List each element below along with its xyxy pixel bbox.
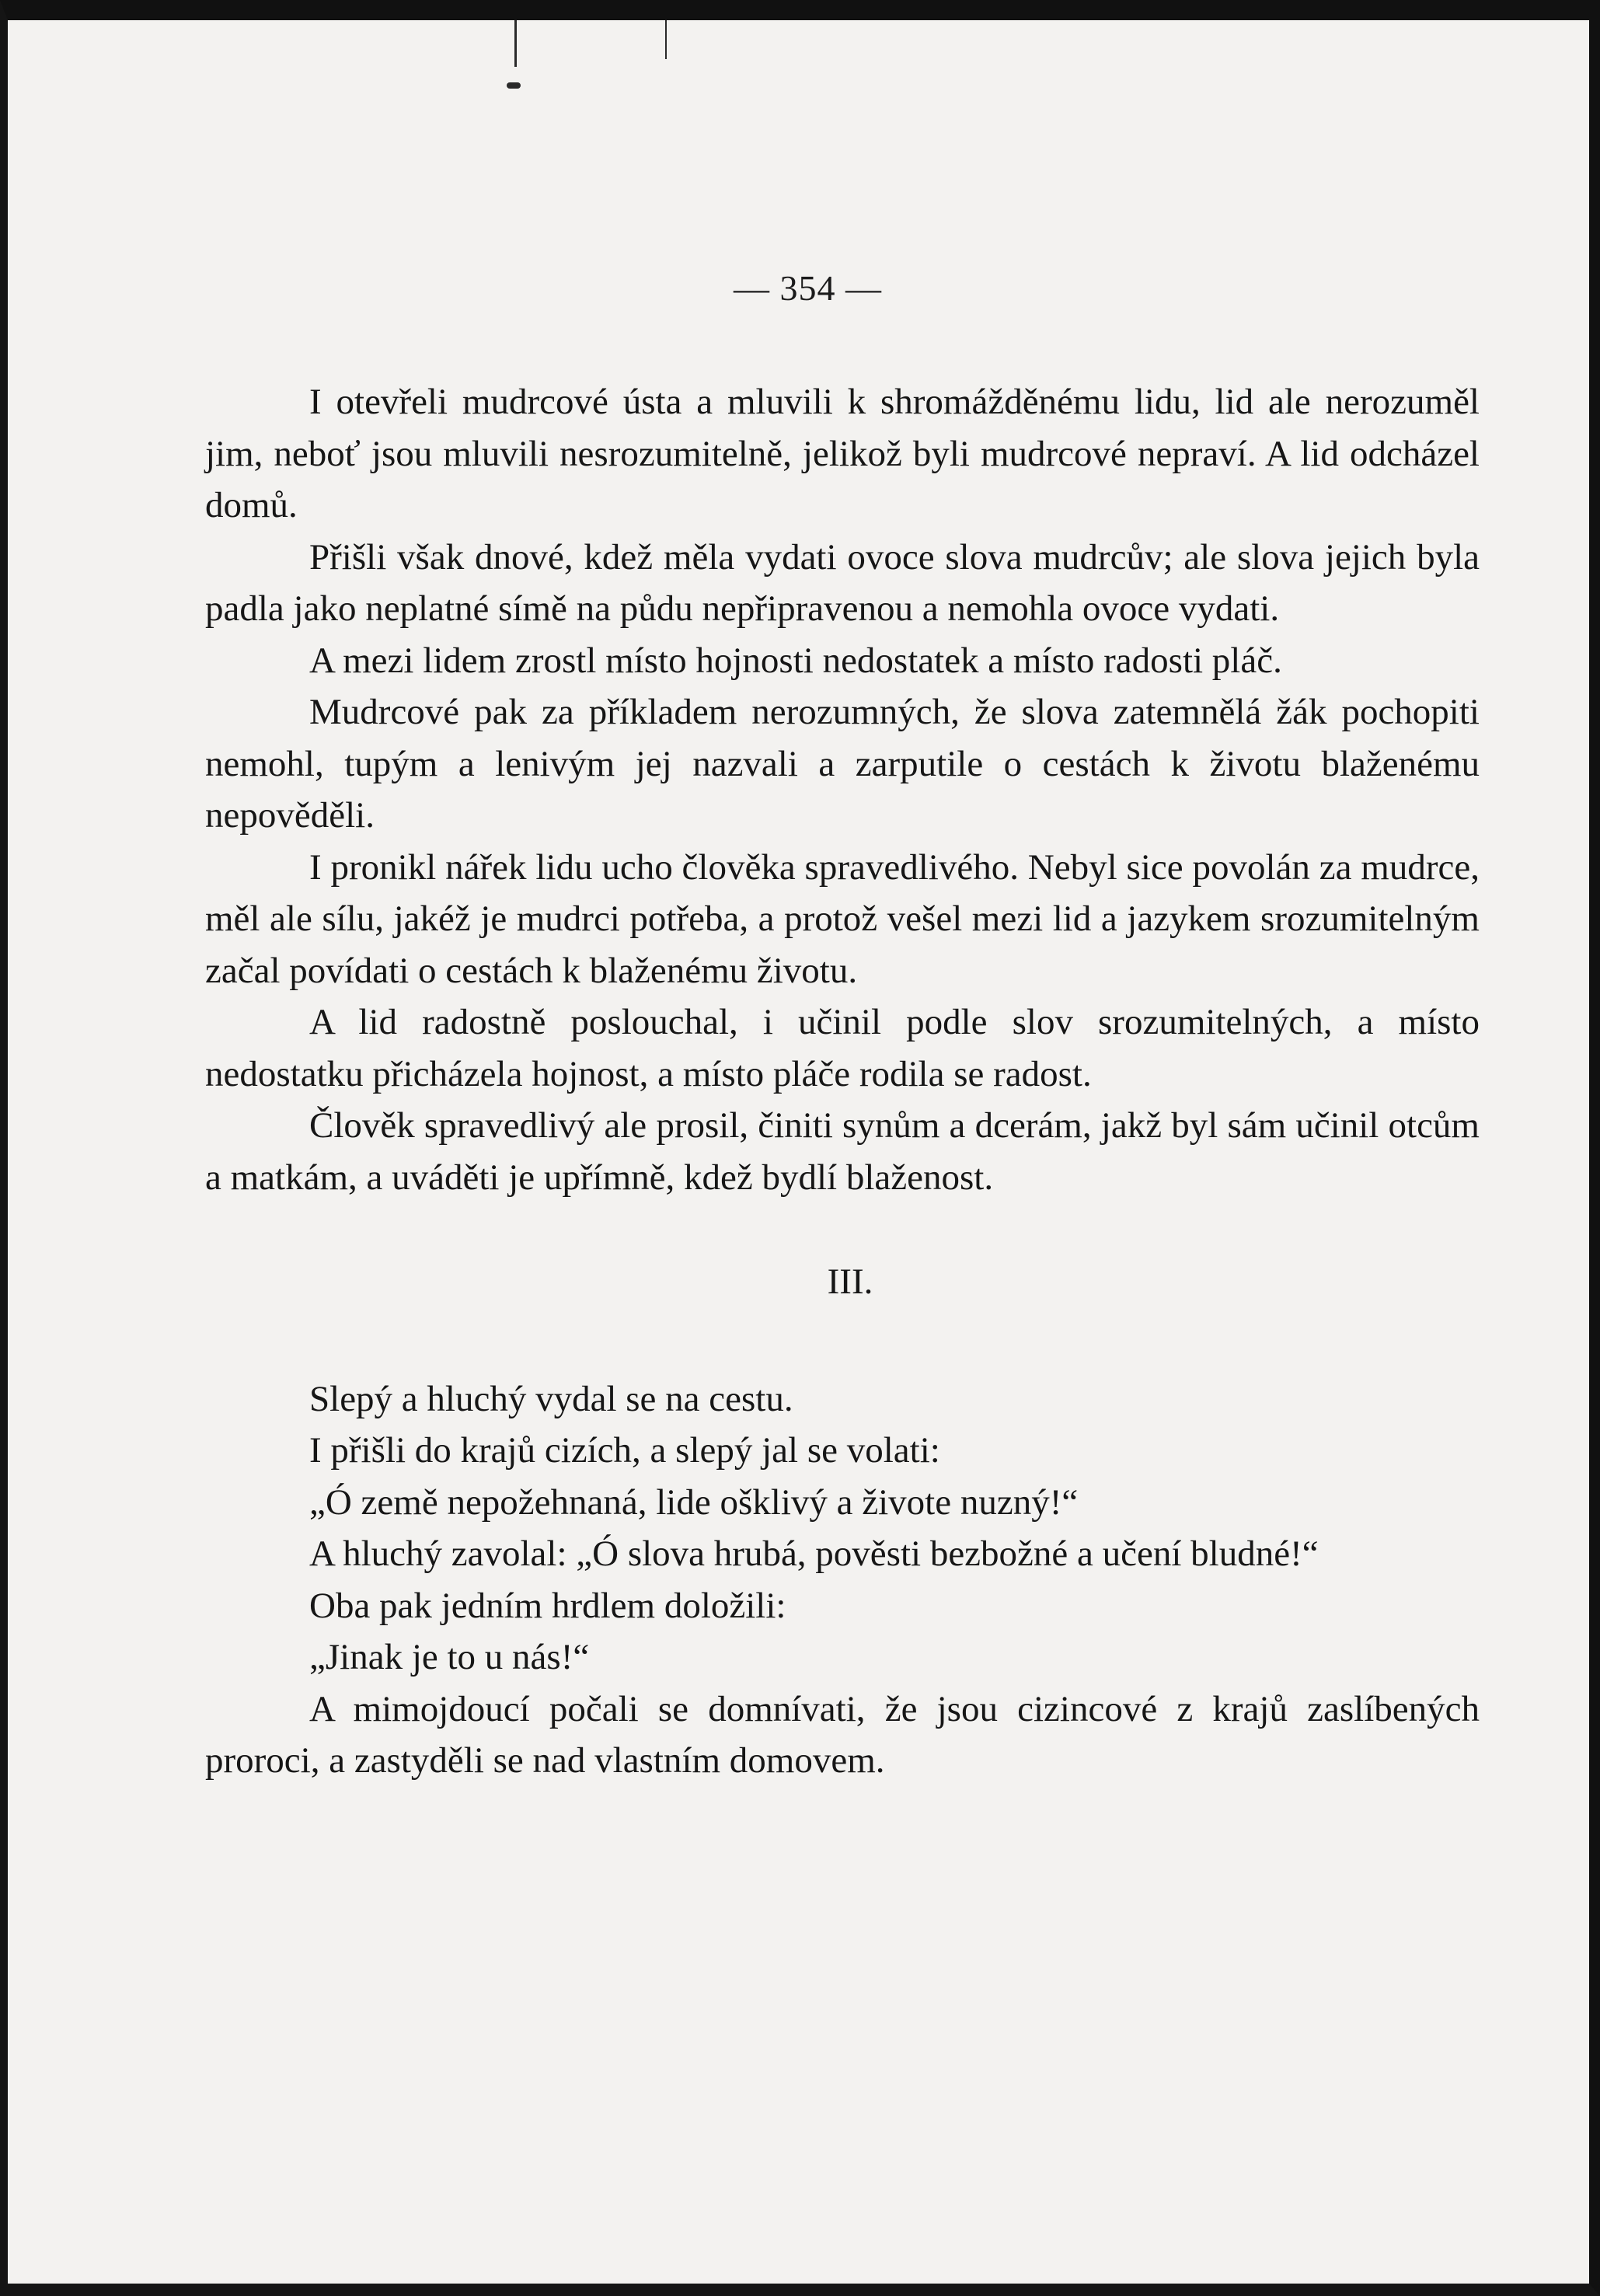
paragraph: Člověk spravedlivý ale prosil, činiti synům a dcerám, jakž byl sám učinil otcům a matkám, a uváděti je upřímně, kdež bydlí blaženost. — [205, 1105, 1480, 1198]
paragraph: „Ó země nepožehnaná, lide ošklivý a živote nuzný!“ — [309, 1481, 1079, 1523]
paragraph: A mimojdoucí počali se domnívati, že jsou cizincové z krajů zaslíbených proroci, a zastyděli se nad vlastním domovem. — [205, 1688, 1480, 1781]
paragraph: „Jinak je to u nás!“ — [309, 1637, 590, 1677]
scan-artifact-speck — [507, 82, 521, 89]
paragraph: I otevřeli mudrcové ústa a mluvili k shromážděnému lidu, lid ale nerozuměl jim, neboť jsou mluvili nesrozumitelně, jelikož byli mudrcové nepraví. A lid odcházel domů. — [205, 382, 1480, 525]
paragraph: Oba pak jedním hrdlem doložili: — [309, 1585, 786, 1626]
paragraph: I pronikl nářek lidu ucho člověka spravedlivého. Nebyl sice povolán za mudrce, měl ale sílu, jakéž je mudrci potřeba, a protož vešel mezi lid a jazykem srozumitelným začal povídati o cestách k blaženému životu. — [205, 846, 1480, 991]
paragraph: A hluchý zavolal: „Ó slova hrubá, pověsti bezbožné a učení bludné!“ — [309, 1534, 1319, 1574]
page-number: — 354 — — [734, 268, 882, 308]
main-text — [205, 376, 1480, 1787]
paragraph: I přišli do krajů cizích, a slepý jal se volati: — [309, 1430, 940, 1471]
paragraph: A mezi lidem zrostl místo hojnosti nedostatek a místo radosti pláč. — [309, 640, 1282, 681]
section-heading: III. — [827, 1261, 873, 1302]
section-text — [205, 1373, 1480, 1787]
scan-artifact-line — [665, 20, 667, 59]
scan-artifact-line — [514, 20, 517, 67]
paragraph: Přišli však dnové, kdež měla vydati ovoce slova mudrcův; ale slova jejich byla padla jako neplatné símě na půdu nepřipravenou a nemohla ovoce vydati. — [205, 536, 1480, 629]
paragraph: Slepý a hluchý vydal se na cestu. — [309, 1378, 793, 1419]
paragraph: A lid radostně poslouchal, i učinil podle slov srozumitelných, a místo nedostatku přicházela hojnost, a místo pláče rodila se radost. — [205, 1002, 1480, 1094]
paragraph: Mudrcové pak za příkladem nerozumných, že slova zatemnělá žák pochopiti nemohl, tupým a lenivým jej nazvali a zarputile o cestách k životu blaženému nepověděli. — [205, 692, 1480, 836]
